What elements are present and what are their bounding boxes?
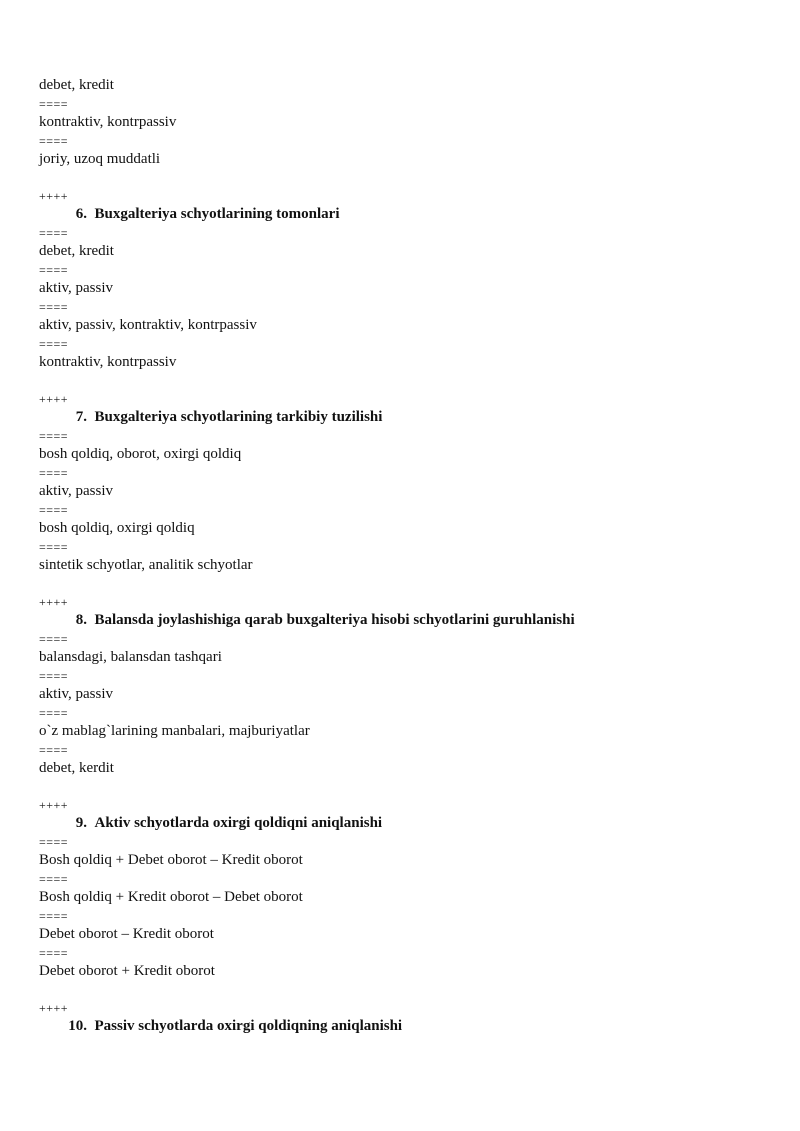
question-title	[39, 814, 759, 833]
answer-option: bosh qoldiq, oborot, oxirgi qoldiq	[39, 446, 242, 462]
question-marker: ++++	[39, 1000, 69, 1015]
option-separator: ====	[39, 262, 69, 277]
option-separator: ====	[39, 225, 69, 240]
question-marker: ++++	[39, 391, 69, 406]
question-text: Balansda joylashishiga qarab buxgalteriya hisobi schyotlarini guruhlanishi	[94, 612, 575, 628]
option-separator: ====	[39, 908, 69, 923]
question-marker: ++++	[39, 594, 69, 609]
question-marker: ++++	[39, 188, 69, 203]
question-title	[39, 205, 759, 224]
question-title	[39, 408, 759, 427]
question-title	[39, 611, 759, 630]
answer-option: aktiv, passiv	[39, 483, 114, 499]
question-number: 6.	[75, 206, 87, 222]
question-text: Passiv schyotlarda oxirgi qoldiqning aniqlanishi	[94, 1018, 403, 1034]
option-separator: ====	[39, 945, 69, 960]
option-separator: ====	[39, 539, 69, 554]
question-text: Buxgalteriya schyotlarining tomonlari	[94, 206, 340, 222]
answer-option: debet, kredit	[39, 77, 114, 93]
option-separator: ====	[39, 834, 69, 849]
question-block	[39, 796, 759, 981]
question-marker: ++++	[39, 797, 69, 812]
answer-option: aktiv, passiv	[39, 280, 114, 296]
answer-option: aktiv, passiv	[39, 686, 114, 702]
answer-option: aktiv, passiv, kontraktiv, kontrpassiv	[39, 317, 257, 333]
question-number: 9.	[75, 815, 87, 831]
answer-option: Debet oborot – Kredit oborot	[39, 926, 214, 942]
answer-option: joriy, uzoq muddatli	[39, 151, 161, 167]
question-number: 8.	[75, 612, 87, 628]
option-separator: ====	[39, 133, 69, 148]
option-separator: ====	[39, 428, 69, 443]
question-number: 10.	[68, 1018, 87, 1034]
option-separator: ====	[39, 742, 69, 757]
answer-option: debet, kerdit	[39, 760, 114, 776]
answer-option: o`z mablag`larining manbalari, majburiyatlar	[39, 723, 310, 739]
question-block	[39, 593, 759, 778]
question-number: 7.	[75, 409, 87, 425]
question-text: Buxgalteriya schyotlarining tarkibiy tuzilishi	[94, 409, 383, 425]
option-separator: ====	[39, 336, 69, 351]
option-separator: ====	[39, 631, 69, 646]
question-block	[39, 187, 759, 372]
answer-option: debet, kredit	[39, 243, 114, 259]
option-separator: ====	[39, 705, 69, 720]
answer-option: bosh qoldiq, oxirgi qoldiq	[39, 520, 195, 536]
answer-option: Debet oborot + Kredit oborot	[39, 963, 215, 979]
option-separator: ====	[39, 871, 69, 886]
question-title	[39, 1017, 759, 1036]
option-separator: ====	[39, 299, 69, 314]
option-separator: ====	[39, 96, 69, 111]
answer-option: Bosh qoldiq + Debet oborot – Kredit oborot	[39, 852, 303, 868]
answer-option: balansdagi, balansdan tashqari	[39, 649, 222, 665]
question-text: Aktiv schyotlarda oxirgi qoldiqni aniqlanishi	[94, 815, 383, 831]
answer-option: Bosh qoldiq + Kredit oborot – Debet oborot	[39, 889, 303, 905]
option-separator: ====	[39, 502, 69, 517]
answer-option: kontraktiv, kontrpassiv	[39, 114, 177, 130]
option-separator: ====	[39, 465, 69, 480]
answer-option: kontraktiv, kontrpassiv	[39, 354, 177, 370]
option-separator: ====	[39, 668, 69, 683]
question-block	[39, 390, 759, 575]
question-block	[39, 999, 759, 1036]
lead-options	[39, 76, 759, 169]
answer-option: sintetik schyotlar, analitik schyotlar	[39, 557, 253, 573]
document-page	[39, 76, 759, 1036]
